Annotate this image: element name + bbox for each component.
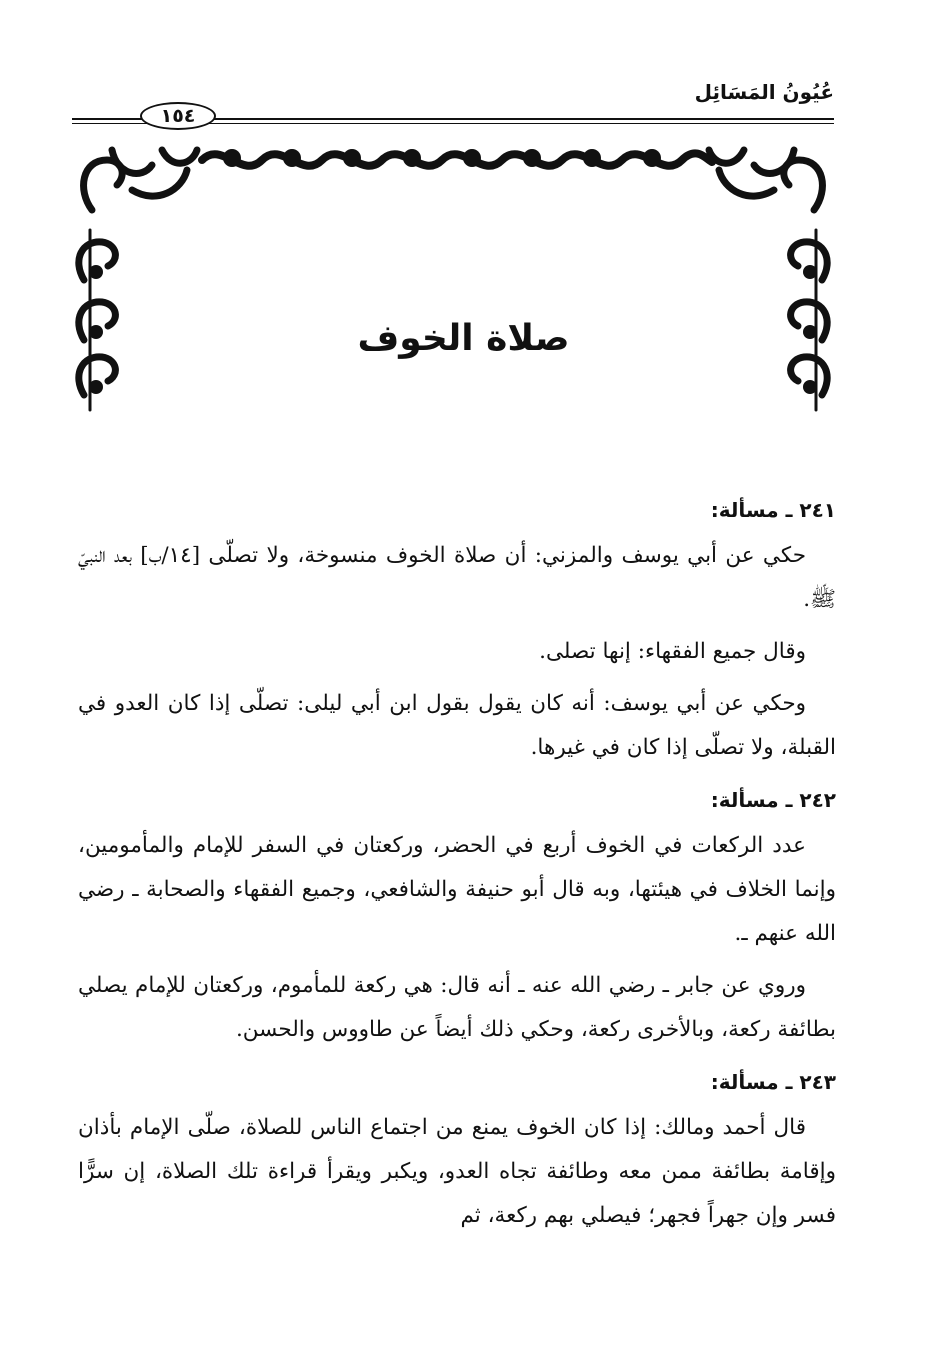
- paragraph: وروي عن جابر ـ رضي الله عنه ـ أنه قال: هي ركعة للمأموم، وركعتان للإمام يصلي بطائفة ركعة، وبالأخرى ركعة، وحكي ذلك أيضاً عن طاووس والحسن.: [78, 973, 836, 1042]
- ornamental-frame: [72, 130, 834, 420]
- paragraph: قال أحمد ومالك: إذا كان الخوف يمنع من اجتماع الناس للصلاة، صلّى الإمام بأذان وإقامة بطائفة ممن معه وطائفة تجاه العدو، ويكبر ويقرأ قراءة تلك الصلاة، إن سرًّا فسر وإن جهراً فجهر؛ فيصلي بهم ركعة، ثم: [78, 1115, 836, 1228]
- paragraph: عدد الركعات في الخوف أربع في الحضر، وركعتان في السفر للإمام والمأمومين، وإنما الخلاف في هيئتها، وبه قال أبو حنيفة والشافعي، وجميع الفقهاء والصحابة ـ رضي الله عنهم ـ.: [78, 833, 836, 946]
- page-header: [72, 74, 834, 134]
- chapter-title: صلاة الخوف: [357, 318, 570, 359]
- issue-heading: ٢٤١ ـ مسألة:: [710, 498, 836, 522]
- book-title: عُيُونُ المَسَائِل: [694, 80, 834, 104]
- page-body: [78, 488, 836, 1246]
- page-number: ١٥٤: [140, 102, 216, 130]
- paragraph: حكي عن أبي يوسف والمزني: أن صلاة الخوف منسوخة، ولا تصلّى [١٤/ب] بعد النبيّ ﷺ.: [78, 543, 836, 612]
- issue-242: [78, 778, 836, 1052]
- paragraph: وقال جميع الفقهاء: إنها تصلى.: [539, 639, 806, 664]
- issue-241: [78, 488, 836, 770]
- issue-heading: ٢٤٢ ـ مسألة:: [710, 788, 836, 812]
- issue-243: [78, 1060, 836, 1238]
- paragraph: وحكي عن أبي يوسف: أنه كان يقول بقول ابن أبي ليلى: تصلّى إذا كان العدو في القبلة، ولا تصلّى إذا كان في غيرها.: [78, 691, 836, 760]
- issue-heading: ٢٤٣ ـ مسألة:: [710, 1070, 836, 1094]
